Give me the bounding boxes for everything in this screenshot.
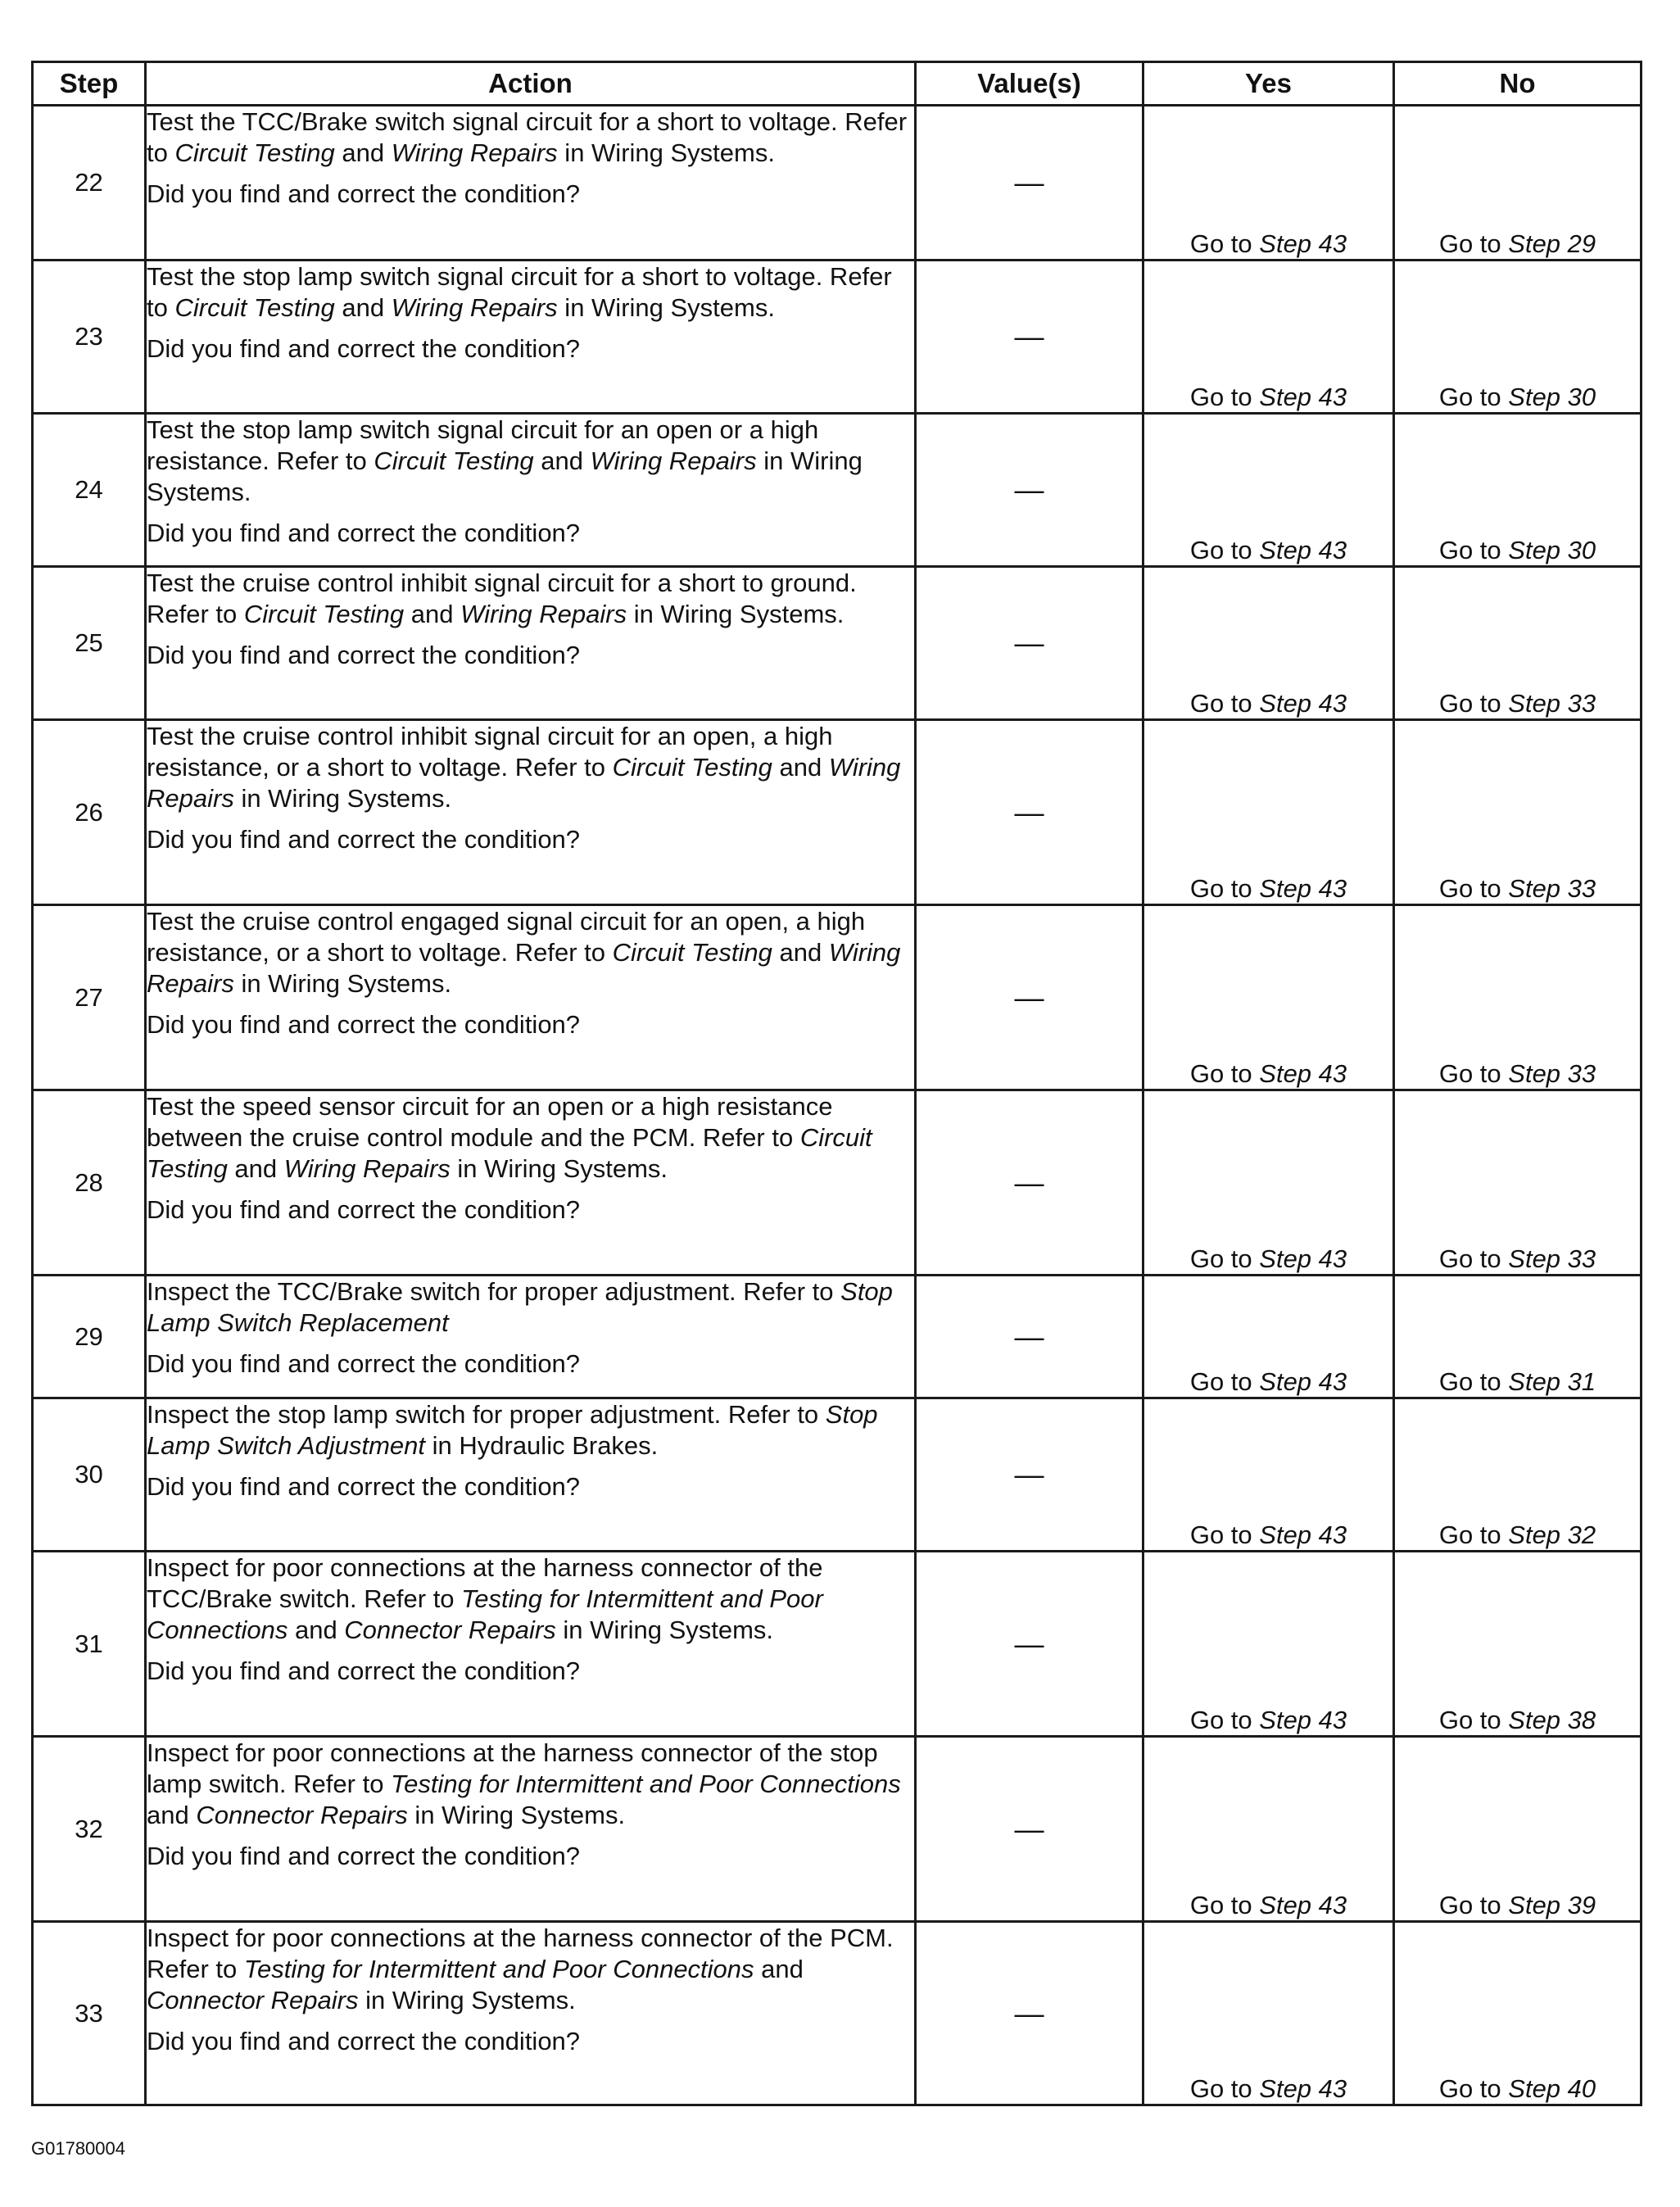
- value-dash: —: [1014, 473, 1044, 506]
- reference-link-text: Circuit Testing: [147, 1123, 872, 1183]
- table-row: [33, 1090, 1642, 1276]
- go-to-prefix: Go to: [1189, 874, 1252, 903]
- action-text: and: [754, 1955, 804, 1983]
- action-text: and: [227, 1154, 284, 1183]
- header-action: Action: [146, 62, 916, 106]
- action-text: in Wiring Systems.: [627, 600, 845, 628]
- action-text: Inspect for poor connections at the harness connector of the PCM. Refer to: [147, 1924, 894, 1983]
- diagnostic-steps-table: [31, 61, 1642, 2106]
- yes-cell: [1143, 567, 1394, 720]
- no-cell: [1394, 414, 1642, 567]
- value-cell: [916, 1276, 1143, 1398]
- no-step-reference: Step 31: [1508, 1367, 1596, 1396]
- value-cell: [916, 261, 1143, 414]
- value-dash: —: [1014, 1996, 1044, 2030]
- value-dash: —: [1014, 1457, 1044, 1491]
- no-cell: [1394, 1922, 1642, 2105]
- action-cell: [146, 1737, 916, 1922]
- value-dash: —: [1014, 980, 1044, 1014]
- no-cell: [1394, 1552, 1642, 1737]
- action-text: in Wiring Systems.: [555, 1616, 774, 1644]
- action-cell: [146, 261, 916, 414]
- action-description: [147, 106, 914, 169]
- value-cell: [916, 414, 1143, 567]
- action-description: [147, 261, 914, 324]
- no-cell: [1394, 720, 1642, 905]
- value-cell: [916, 720, 1143, 905]
- table-row: [33, 261, 1642, 414]
- value-cell: [916, 106, 1143, 261]
- go-to-prefix: Go to: [1438, 383, 1501, 411]
- yes-cell: [1143, 1398, 1394, 1552]
- go-to-prefix: Go to: [1438, 1706, 1501, 1734]
- action-description: [147, 568, 914, 630]
- action-question: Did you find and correct the condition?: [147, 641, 581, 669]
- value-dash: —: [1014, 1319, 1044, 1353]
- no-step-reference: Step 33: [1508, 874, 1596, 903]
- no-cell: [1394, 905, 1642, 1090]
- action-description: [147, 1923, 914, 2016]
- go-to-prefix: Go to: [1438, 229, 1501, 258]
- action-cell: [146, 1398, 916, 1552]
- table-header-row: [33, 62, 1642, 106]
- go-to-prefix: Go to: [1189, 1244, 1252, 1273]
- action-question: Did you find and correct the condition?: [147, 334, 581, 363]
- go-to-prefix: Go to: [1438, 874, 1501, 903]
- action-text: in Hydraulic Brakes.: [425, 1431, 659, 1460]
- no-step-reference: Step 29: [1508, 229, 1596, 258]
- step-number: 26: [33, 720, 146, 905]
- header-step: Step: [33, 62, 146, 106]
- action-description: [147, 1091, 914, 1185]
- reference-link-text: Wiring Repairs: [147, 938, 901, 998]
- go-to-prefix: Go to: [1438, 1367, 1501, 1396]
- action-cell: [146, 1090, 916, 1276]
- action-text: in Wiring Systems.: [557, 138, 775, 167]
- action-description: [147, 1276, 914, 1339]
- action-question: Did you find and correct the condition?: [147, 1349, 581, 1378]
- action-description: [147, 1399, 914, 1462]
- action-text: Test the cruise control inhibit signal circuit for a short to ground. Refer to: [147, 569, 857, 628]
- no-cell: [1394, 106, 1642, 261]
- no-cell: [1394, 1737, 1642, 1922]
- action-cell: [146, 106, 916, 261]
- header-values: Value(s): [916, 62, 1143, 106]
- yes-cell: [1143, 1090, 1394, 1276]
- go-to-prefix: Go to: [1189, 536, 1252, 564]
- action-text: Inspect for poor connections at the harness connector of the TCC/Brake switch. Refer to: [147, 1553, 823, 1613]
- reference-link-text: Circuit Testing: [612, 753, 772, 782]
- go-to-prefix: Go to: [1189, 1367, 1252, 1396]
- action-cell: [146, 567, 916, 720]
- no-cell: [1394, 261, 1642, 414]
- go-to-prefix: Go to: [1438, 1059, 1501, 1088]
- action-question: Did you find and correct the condition?: [147, 179, 581, 208]
- table-row: [33, 1398, 1642, 1552]
- value-cell: [916, 1922, 1143, 2105]
- step-number: 22: [33, 106, 146, 261]
- no-step-reference: Step 32: [1508, 1520, 1596, 1549]
- table-row: [33, 1922, 1642, 2105]
- action-text: Test the stop lamp switch signal circuit for an open or a high resistance. Refer to: [147, 415, 819, 475]
- action-text: Inspect the TCC/Brake switch for proper adjustment. Refer to: [147, 1277, 841, 1306]
- action-text: Test the cruise control inhibit signal circuit for an open, a high resistance, or a short to voltage. Refer to: [147, 722, 833, 782]
- table-row: [33, 1737, 1642, 1922]
- yes-step-reference: Step 43: [1259, 1367, 1347, 1396]
- action-cell: [146, 414, 916, 567]
- reference-link-text: Testing for Intermittent and Poor Connections: [391, 1770, 901, 1798]
- action-text: and: [772, 938, 829, 967]
- go-to-prefix: Go to: [1438, 2074, 1501, 2103]
- yes-cell: [1143, 106, 1394, 261]
- action-text: Test the cruise control engaged signal circuit for an open, a high resistance, or a short to voltage. Refer to: [147, 907, 866, 967]
- go-to-prefix: Go to: [1438, 1244, 1501, 1273]
- action-question: Did you find and correct the condition?: [147, 1842, 581, 1870]
- table-row: [33, 106, 1642, 261]
- action-text: in Wiring Systems.: [233, 784, 452, 813]
- action-question: Did you find and correct the condition?: [147, 2027, 581, 2055]
- value-cell: [916, 1090, 1143, 1276]
- step-number: 33: [33, 1922, 146, 2105]
- step-number: 30: [33, 1398, 146, 1552]
- step-number: 23: [33, 261, 146, 414]
- action-text: in Wiring Systems.: [450, 1154, 668, 1183]
- step-number: 28: [33, 1090, 146, 1276]
- no-step-reference: Step 39: [1508, 1891, 1596, 1919]
- yes-step-reference: Step 43: [1259, 874, 1347, 903]
- action-text: Inspect the stop lamp switch for proper adjustment. Refer to: [147, 1400, 826, 1429]
- yes-step-reference: Step 43: [1259, 383, 1347, 411]
- reference-link-text: Wiring Repairs: [391, 138, 558, 167]
- step-number: 25: [33, 567, 146, 720]
- go-to-prefix: Go to: [1189, 1706, 1252, 1734]
- no-step-reference: Step 38: [1508, 1706, 1596, 1734]
- yes-step-reference: Step 43: [1259, 2074, 1347, 2103]
- action-description: [147, 721, 914, 814]
- yes-step-reference: Step 43: [1259, 1059, 1347, 1088]
- action-text: and: [533, 446, 591, 475]
- step-number: 31: [33, 1552, 146, 1737]
- reference-link-text: Wiring Repairs: [460, 600, 627, 628]
- reference-link-text: Wiring Repairs: [147, 753, 901, 813]
- figure-code: G01780004: [31, 2138, 125, 2159]
- yes-step-reference: Step 43: [1259, 229, 1347, 258]
- action-text: in Wiring Systems.: [407, 1801, 626, 1829]
- table-row: [33, 567, 1642, 720]
- reference-link-text: Connector Repairs: [147, 1986, 359, 2014]
- action-cell: [146, 1276, 916, 1398]
- go-to-prefix: Go to: [1189, 1520, 1252, 1549]
- yes-cell: [1143, 720, 1394, 905]
- action-text: Inspect for poor connections at the harness connector of the stop lamp switch. Refer to: [147, 1738, 878, 1798]
- reference-link-text: Wiring Repairs: [590, 446, 757, 475]
- reference-link-text: Circuit Testing: [174, 293, 335, 322]
- go-to-prefix: Go to: [1189, 1059, 1252, 1088]
- go-to-prefix: Go to: [1189, 383, 1252, 411]
- action-text: and: [334, 138, 392, 167]
- action-question: Did you find and correct the condition?: [147, 519, 581, 547]
- value-dash: —: [1014, 1626, 1044, 1661]
- step-number: 32: [33, 1737, 146, 1922]
- value-cell: [916, 905, 1143, 1090]
- action-text: Test the speed sensor circuit for an open or a high resistance between the cruise control module and the PCM. Refer to: [147, 1092, 833, 1152]
- action-question: Did you find and correct the condition?: [147, 825, 581, 854]
- action-question: Did you find and correct the condition?: [147, 1010, 581, 1039]
- value-cell: [916, 1737, 1143, 1922]
- step-number: 24: [33, 414, 146, 567]
- action-question: Did you find and correct the condition?: [147, 1472, 581, 1501]
- header-yes: Yes: [1143, 62, 1394, 106]
- reference-link-text: Stop Lamp Switch Adjustment: [147, 1400, 878, 1460]
- yes-step-reference: Step 43: [1259, 536, 1347, 564]
- go-to-prefix: Go to: [1189, 689, 1252, 718]
- table-body: [33, 106, 1642, 2105]
- reference-link-text: Testing for Intermittent and Poor Connections: [147, 1584, 823, 1644]
- yes-step-reference: Step 43: [1259, 1706, 1347, 1734]
- action-text: in Wiring Systems.: [358, 1986, 576, 2014]
- action-text: Test the TCC/Brake switch signal circuit for a short to voltage. Refer to: [147, 107, 908, 167]
- action-cell: [146, 1922, 916, 2105]
- yes-step-reference: Step 43: [1259, 689, 1347, 718]
- value-dash: —: [1014, 1811, 1044, 1846]
- value-dash: —: [1014, 319, 1044, 353]
- no-step-reference: Step 33: [1508, 1244, 1596, 1273]
- go-to-prefix: Go to: [1438, 1520, 1501, 1549]
- action-text: in Wiring Systems.: [147, 446, 863, 506]
- go-to-prefix: Go to: [1189, 229, 1252, 258]
- action-cell: [146, 1552, 916, 1737]
- yes-cell: [1143, 1276, 1394, 1398]
- table-row: [33, 905, 1642, 1090]
- action-text: and: [147, 1801, 197, 1829]
- no-cell: [1394, 1090, 1642, 1276]
- reference-link-text: Wiring Repairs: [391, 293, 558, 322]
- reference-link-text: Circuit Testing: [174, 138, 335, 167]
- action-text: and: [334, 293, 392, 322]
- reference-link-text: Wiring Repairs: [283, 1154, 451, 1183]
- action-text: in Wiring Systems.: [233, 969, 452, 998]
- action-cell: [146, 720, 916, 905]
- no-cell: [1394, 1398, 1642, 1552]
- value-dash: —: [1014, 626, 1044, 659]
- reference-link-text: Circuit Testing: [612, 938, 772, 967]
- step-number: 29: [33, 1276, 146, 1398]
- no-step-reference: Step 30: [1508, 536, 1596, 564]
- reference-link-text: Connector Repairs: [196, 1801, 408, 1829]
- value-dash: —: [1014, 795, 1044, 829]
- go-to-prefix: Go to: [1438, 1891, 1501, 1919]
- action-text: and: [404, 600, 461, 628]
- yes-step-reference: Step 43: [1259, 1520, 1347, 1549]
- action-description: [147, 906, 914, 999]
- no-cell: [1394, 567, 1642, 720]
- go-to-prefix: Go to: [1189, 2074, 1252, 2103]
- go-to-prefix: Go to: [1438, 536, 1501, 564]
- action-question: Did you find and correct the condition?: [147, 1195, 581, 1224]
- action-question: Did you find and correct the condition?: [147, 1656, 581, 1685]
- value-dash: —: [1014, 1165, 1044, 1199]
- no-step-reference: Step 30: [1508, 383, 1596, 411]
- action-text: and: [288, 1616, 345, 1644]
- yes-step-reference: Step 43: [1259, 1891, 1347, 1919]
- action-description: [147, 1738, 914, 1831]
- go-to-prefix: Go to: [1189, 1891, 1252, 1919]
- reference-link-text: Stop Lamp Switch Replacement: [147, 1277, 893, 1337]
- reference-link-text: Connector Repairs: [344, 1616, 556, 1644]
- yes-cell: [1143, 1737, 1394, 1922]
- value-cell: [916, 567, 1143, 720]
- no-step-reference: Step 33: [1508, 1059, 1596, 1088]
- action-text: Test the stop lamp switch signal circuit for a short to voltage. Refer to: [147, 262, 892, 322]
- yes-cell: [1143, 261, 1394, 414]
- no-step-reference: Step 40: [1508, 2074, 1596, 2103]
- step-number: 27: [33, 905, 146, 1090]
- reference-link-text: Circuit Testing: [374, 446, 534, 475]
- go-to-prefix: Go to: [1438, 689, 1501, 718]
- action-text: in Wiring Systems.: [557, 293, 775, 322]
- yes-cell: [1143, 905, 1394, 1090]
- yes-step-reference: Step 43: [1259, 1244, 1347, 1273]
- action-cell: [146, 905, 916, 1090]
- reference-link-text: Testing for Intermittent and Poor Connections: [243, 1955, 754, 1983]
- action-text: and: [772, 753, 829, 782]
- table-row: [33, 720, 1642, 905]
- header-no: No: [1394, 62, 1642, 106]
- table-row: [33, 414, 1642, 567]
- value-cell: [916, 1398, 1143, 1552]
- action-description: [147, 1552, 914, 1646]
- table-row: [33, 1276, 1642, 1398]
- yes-cell: [1143, 414, 1394, 567]
- no-cell: [1394, 1276, 1642, 1398]
- table-row: [33, 1552, 1642, 1737]
- value-cell: [916, 1552, 1143, 1737]
- value-dash: —: [1014, 165, 1044, 199]
- no-step-reference: Step 33: [1508, 689, 1596, 718]
- yes-cell: [1143, 1922, 1394, 2105]
- action-description: [147, 415, 914, 508]
- reference-link-text: Circuit Testing: [243, 600, 405, 628]
- yes-cell: [1143, 1552, 1394, 1737]
